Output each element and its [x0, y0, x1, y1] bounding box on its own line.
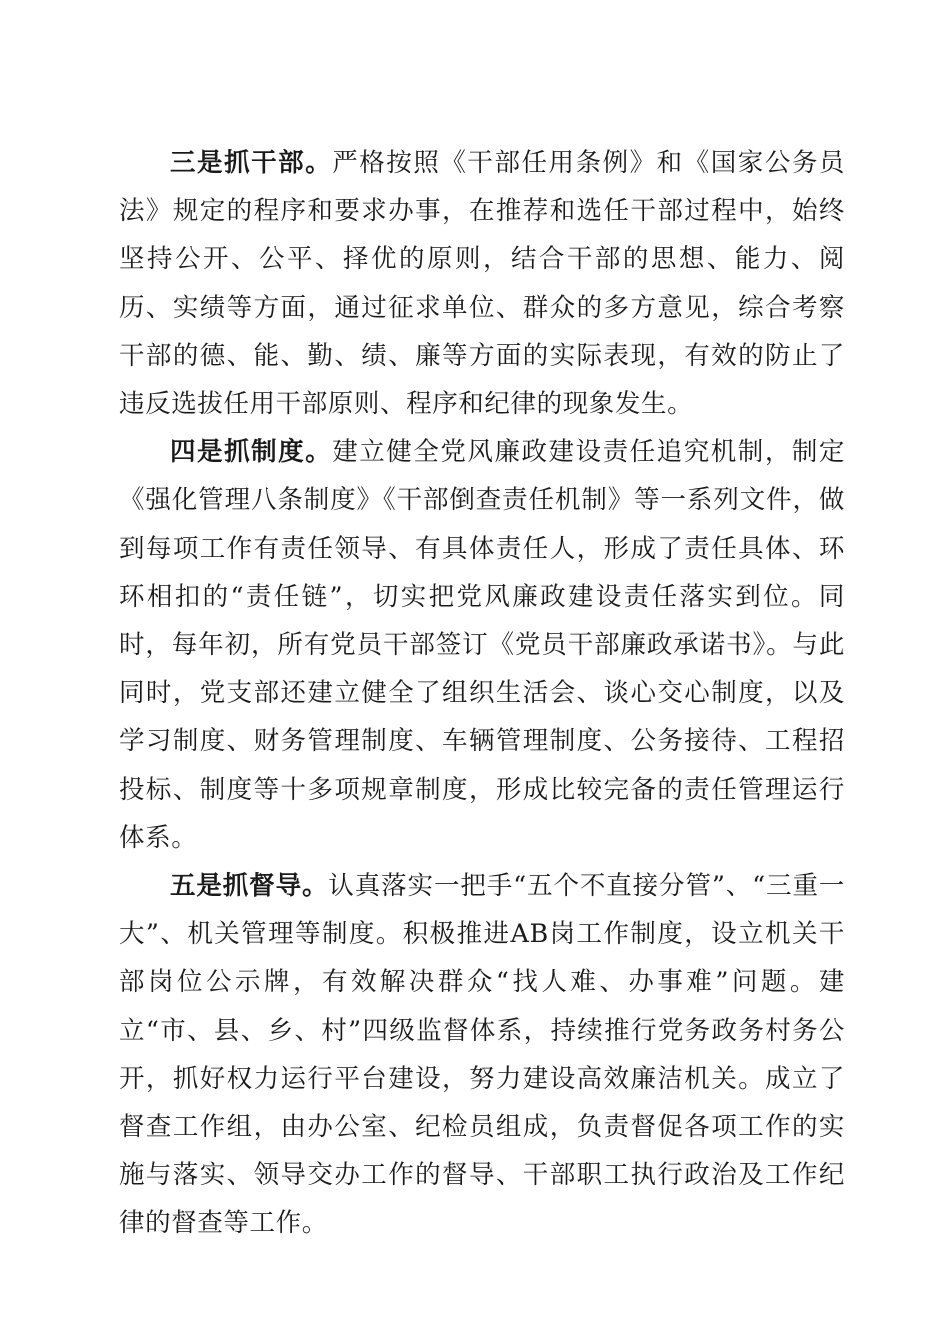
paragraph-text: 严格按照《干部任用条例》和《国家公务员法》规定的程序和要求办事，在推荐和选任干部过程中，始终坚持公开、公平、择优的原则，结合干部的思想、能力、阅历、实绩等方面，通过征求单位、群众的多方意见，综合考察干部的德、能、勤、绩、廉等方面的实际表现，有效的防止了违反选拔任用干部原则、程序和纪律的现象发生。	[119, 148, 845, 420]
paragraph-lead: 四是抓制度。	[170, 437, 333, 468]
paragraph-lead: 五是抓督导。	[170, 871, 329, 902]
paragraph-supervision	[119, 862, 845, 1248]
paragraph-text: 建立健全党风廉政建设责任追究机制，制定《强化管理八条制度》《干部倒查责任机制》等一系列文件，做到每项工作有责任领导、有具体责任人，形成了责任具体、环环相扣的“责任链”，切实把党风廉政建设责任落实到位。同时，每年初，所有党员干部签订《党员干部廉政承诺书》。与此同时，党支部还建立健全了组织生活会、谈心交心制度，以及学习制度、财务管理制度、车辆管理制度、公务接待、工程招投标、制度等十多项规章制度，形成比较完备的责任管理运行体系。	[119, 437, 845, 853]
document-body	[119, 139, 845, 1248]
paragraph-system	[119, 428, 845, 862]
paragraph-text: 认真落实一把手“五个不直接分管”、“三重一大”、机关管理等制度。积极推进AB岗工作制度，设立机关干部岗位公示牌，有效解决群众“找人难、办事难”问题。建立“市、县、乡、村”四级监督体系，持续推行党务政务村务公开，抓好权力运行平台建设，努力建设高效廉洁机关。成立了督查工作组，由办公室、纪检员组成，负责督促各项工作的实施与落实、领导交办工作的督导、干部职工执行政治及工作纪律的督查等工作。	[119, 871, 845, 1239]
paragraph-cadres	[119, 139, 845, 428]
paragraph-lead: 三是抓干部。	[170, 148, 333, 178]
